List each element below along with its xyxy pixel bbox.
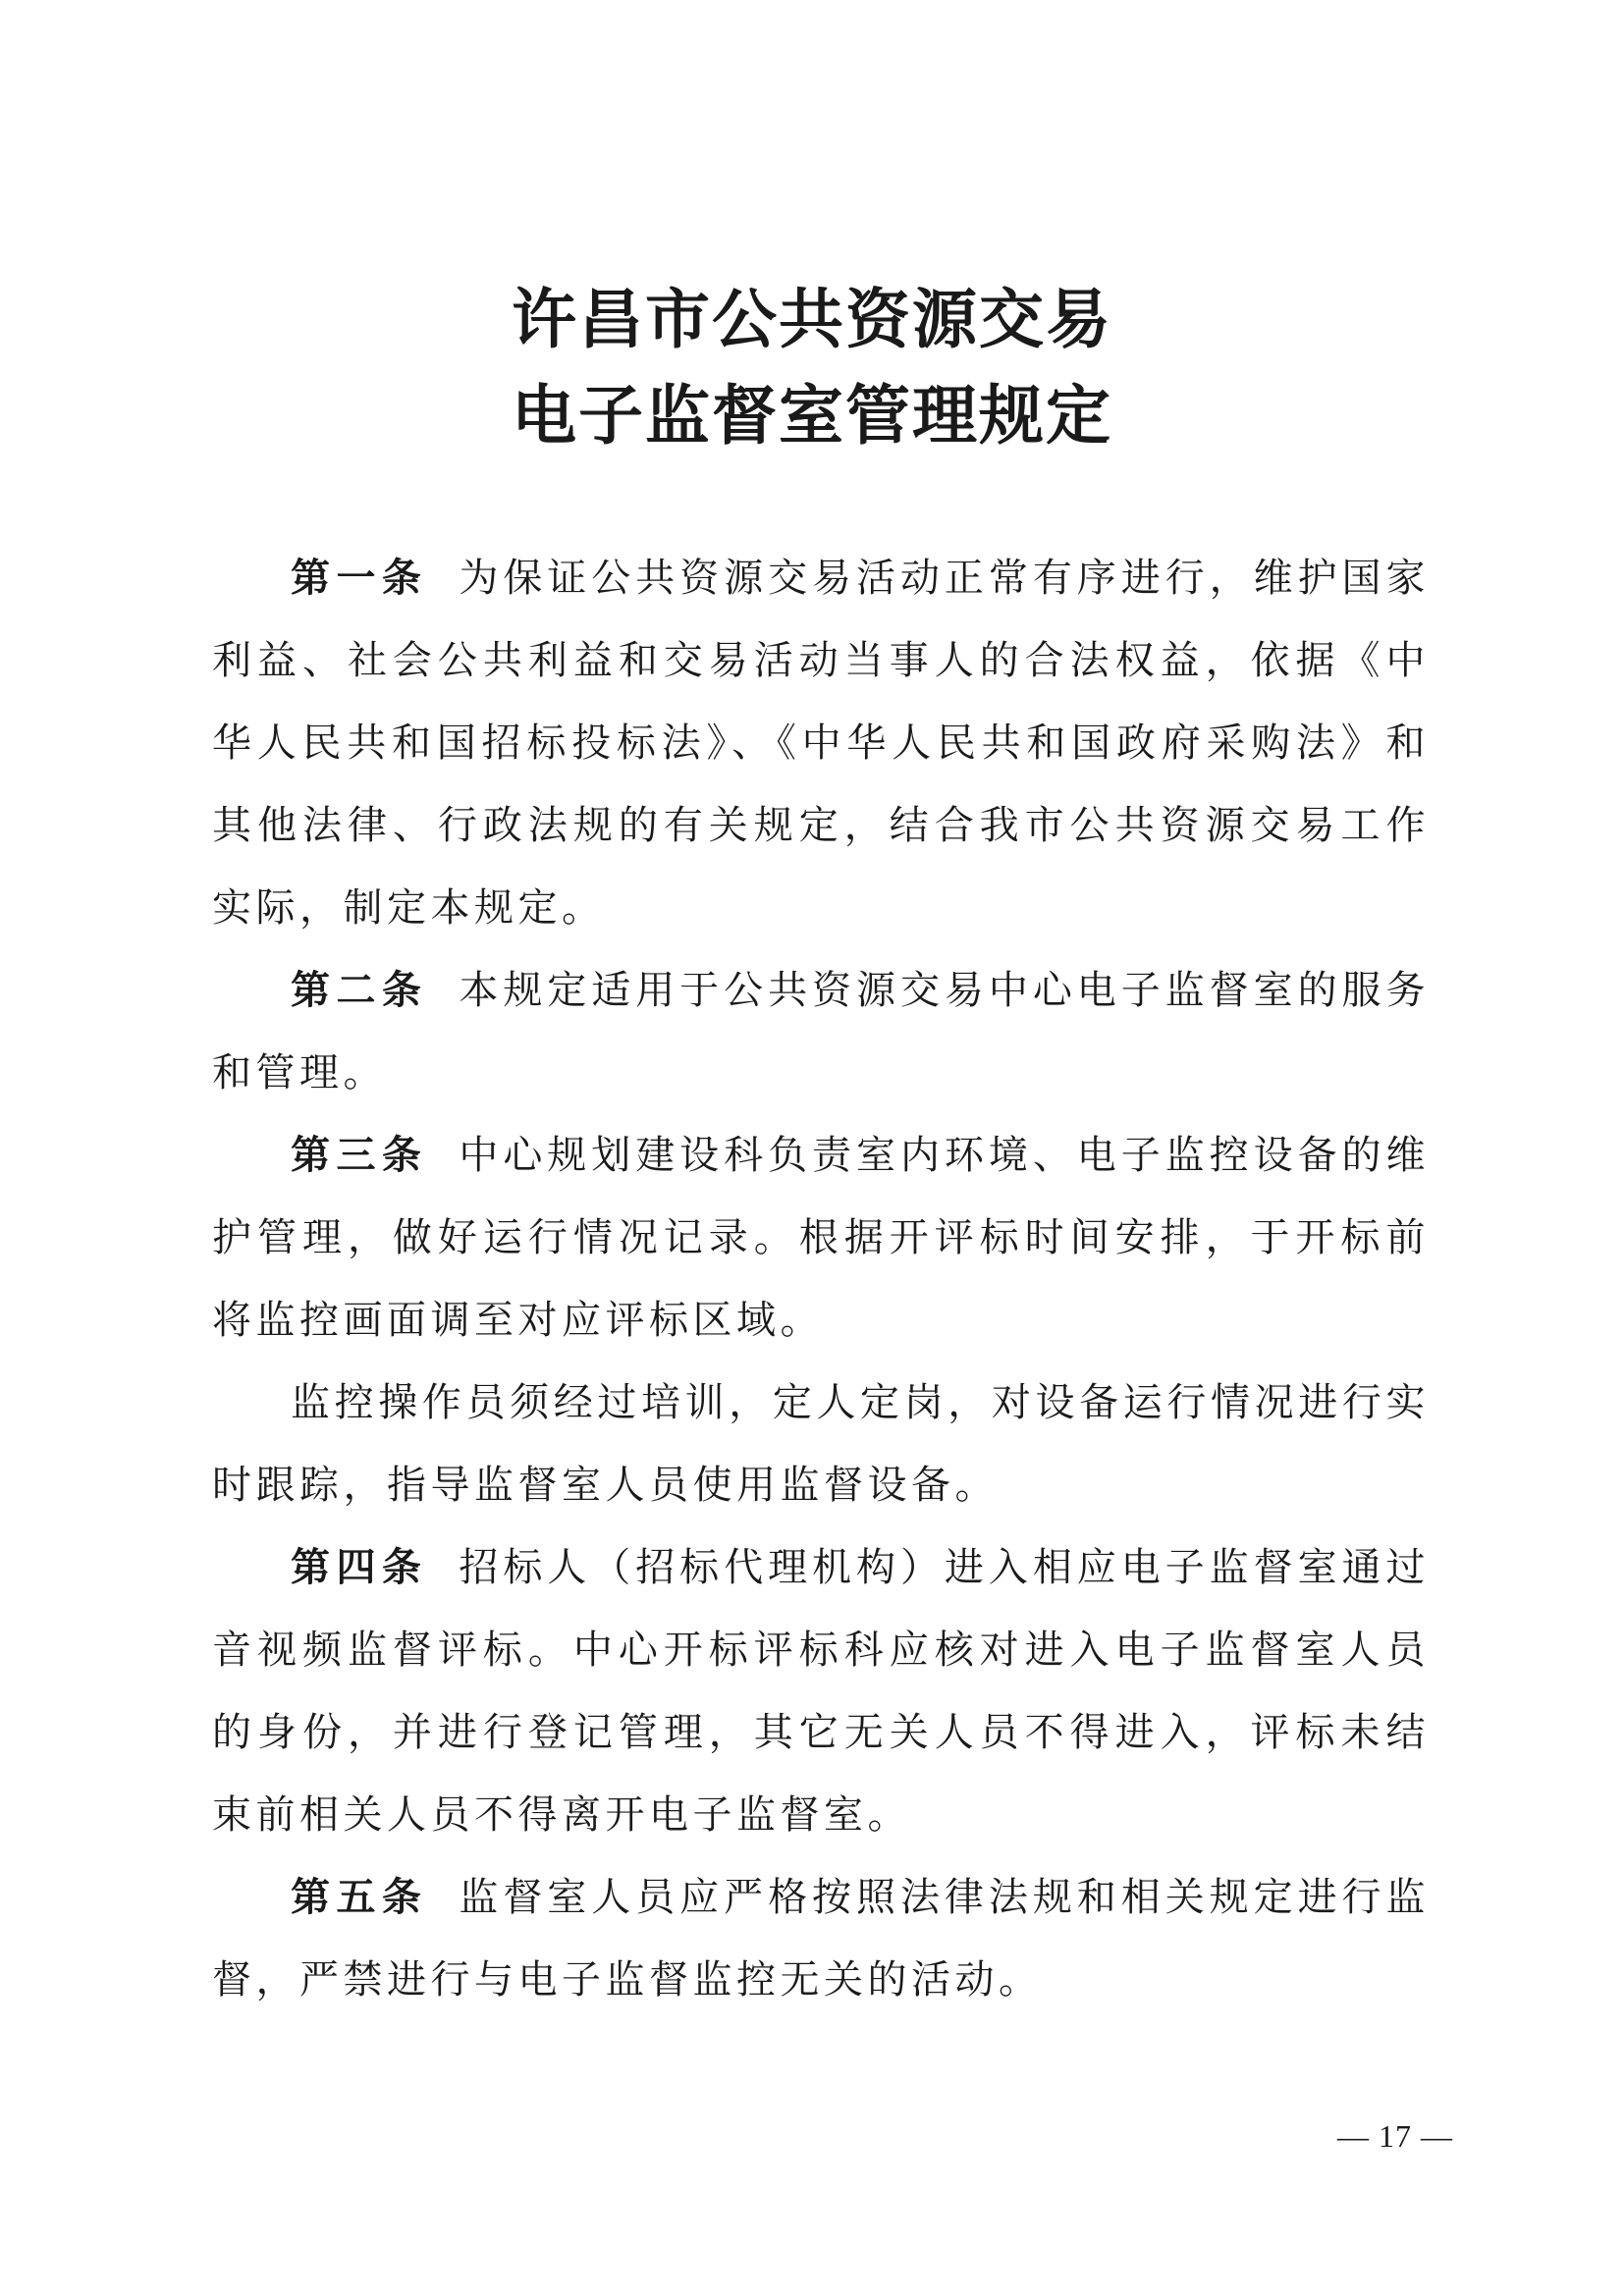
article-2-text: 本规定适用于公共资源交易中心电子监督室的服务和管理。 (212, 968, 1430, 1095)
article-2-paragraph (212, 949, 1430, 1114)
document-title-line-2: 电子监督室管理规定 (512, 377, 1112, 454)
article-5-paragraph (212, 1856, 1430, 2021)
document-title-line-1: 许昌市公共资源交易 (512, 281, 1112, 357)
article-3-number: 第三条 (291, 1132, 428, 1178)
article-1-paragraph (212, 537, 1430, 949)
article-3-text: 中心规划建设科负责室内环境、电子监控设备的维护管理，做好运行情况记录。根据开评标时间安排，于开标前将监控画面调至对应评标区域。 (212, 1133, 1430, 1343)
article-5-text: 监督室人员应严格按照法律法规和相关规定进行监督，严禁进行与电子监督监控无关的活动。 (212, 1875, 1430, 2002)
article-3-continuation-text: 监控操作员须经过培训，定人定岗，对设备运行情况进行实时跟踪，指导监督室人员使用监督设备。 (212, 1380, 1430, 1508)
article-4-text: 招标人（招标代理机构）进入相应电子监督室通过音视频监督评标。中心开标评标科应核对进入电子监督室人员的身份，并进行登记管理，其它无关人员不得进入，评标未结束前相关人员不得离开电子监督室。 (212, 1545, 1430, 1838)
article-3-continuation-paragraph (212, 1362, 1430, 1526)
article-3-paragraph (212, 1114, 1430, 1362)
page-number: — 17 — (1337, 2118, 1453, 2154)
article-1-number: 第一条 (291, 555, 428, 601)
article-1-text: 为保证公共资源交易活动正常有序进行，维护国家利益、社会公共利益和交易活动当事人的合法权益，依据《中华人民共和国招标投标法》、《中华人民共和国政府采购法》和其他法律、行政法规的有关规定，结合我市公共资源交易工作实际，制定本规定。 (212, 556, 1430, 931)
article-2-number: 第二条 (291, 967, 428, 1013)
article-4-number: 第四条 (291, 1544, 428, 1590)
document-body (212, 537, 1430, 2021)
article-4-paragraph (212, 1526, 1430, 1856)
article-5-number: 第五条 (291, 1874, 428, 1920)
